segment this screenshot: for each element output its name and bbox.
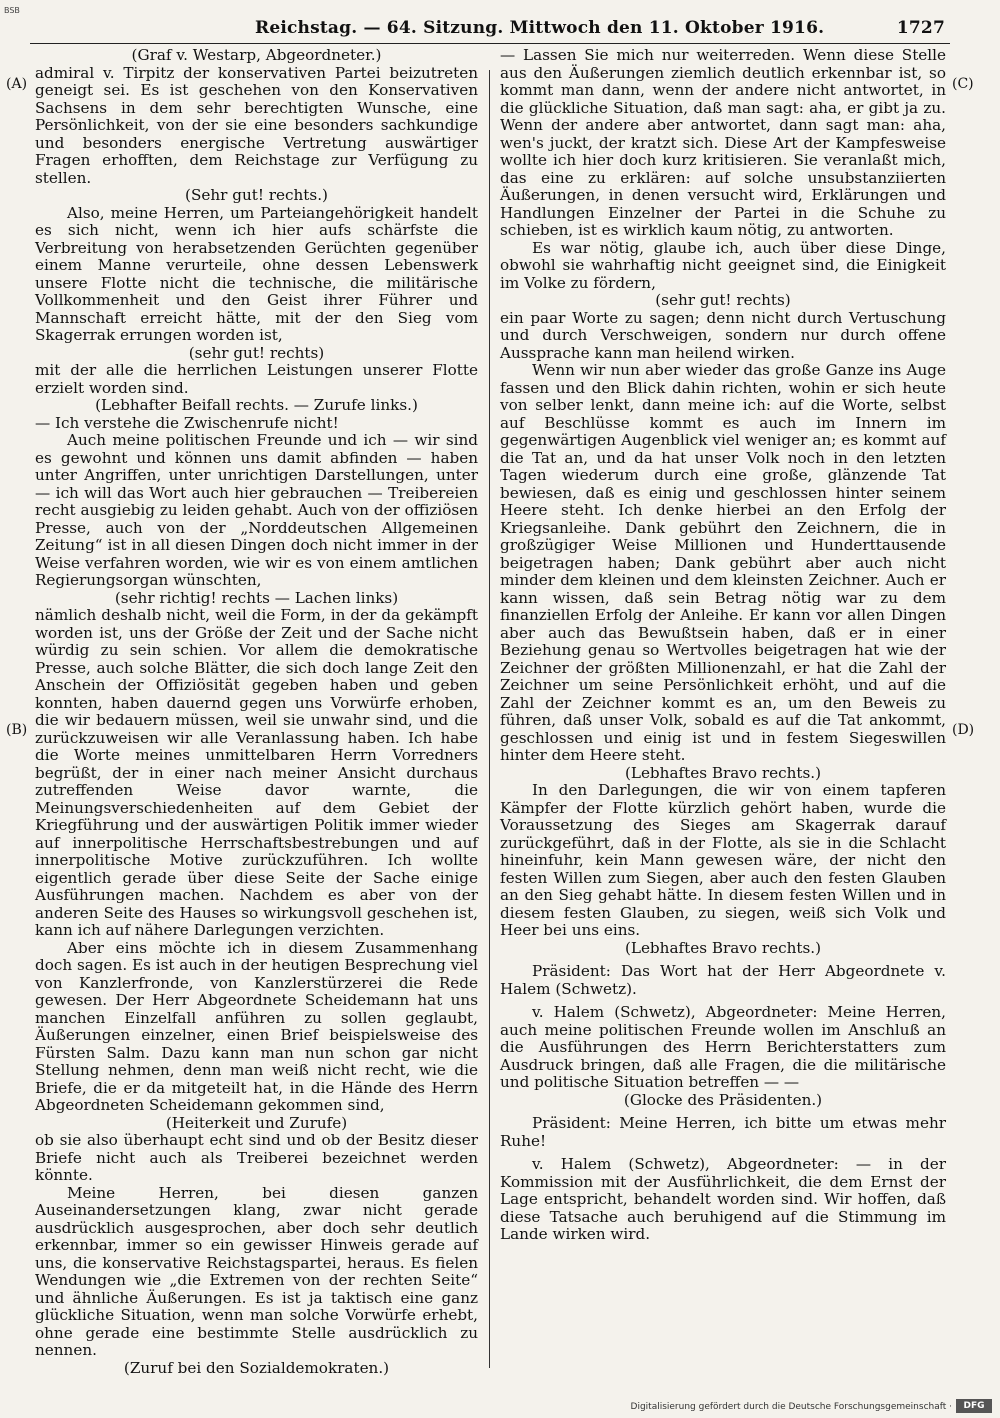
interjection: (Sehr gut! rechts.) <box>185 186 328 204</box>
paragraph: mit der alle die herrlichen Leistungen unserer Flotte erzielt worden sind. <box>35 361 478 397</box>
dfg-logo: DFG <box>956 1399 992 1413</box>
interjection: (Glocke des Präsidenten.) <box>623 1090 823 1109</box>
margin-marker-a: (A) <box>6 76 28 92</box>
paragraph: Aber eins möchte ich in diesem Zusammenhang doch sagen. Es ist auch in der heutigen Besprechung viel von Kanzlerfronde, von Kanzlerstürzerei die Rede gewesen. Der Herr Abgeordnete Scheidemann hat uns manchen Einzelfall anführen zu sollen geglaubt, Äußerungen einzelner, einen Brief beispielsweise des Fürsten Salm. Dazu kann man nun schon gar nicht Stellung nehmen, denn man weiß nicht recht, wie die Briefe, die er da mitgeteilt hat, in die Hände des Herrn Abgeordneten Scheidemann gekommen sind, <box>35 938 478 1114</box>
president-statement: Präsident: Meine Herren, ich bitte um etwas mehr Ruhe! <box>500 1114 946 1150</box>
library-mark: BSB <box>4 6 20 15</box>
funding-note: Digitalisierung gefördert durch die Deutsche Forschungsgemeinschaft · <box>630 1402 952 1412</box>
right-column <box>500 47 946 1244</box>
paragraph: — Ich verstehe die Zwischenrufe nicht! <box>35 413 339 432</box>
paragraph: nämlich deshalb nicht, weil die Form, in der da gekämpft worden ist, uns der Größe der Zeit und der Sache nicht würdig zu sein schien. Vor allem die demokratische Presse, auch solche Blätter, die sich doch lange Zeit den Anschein der Offiziösität gegeben haben und geben konnten, haben dauernd gegen uns Vorwürfe erhoben, die wir bedauern müssen, weil sie unwahr sind, und die zurückzuweisen wir alle Veranlassung haben. Ich habe die Worte meines unmittelbaren Herrn Vorredners begrüßt, der in einer nach meiner Ansicht durchaus zutreffenden Weise davor warnte, die Meinungsverschiedenheiten auf dem Gebiet der Kriegführung und der auswärtigen Politik immer wieder auf innerpolitische Herrschaftsbestrebungen und auf innerpolitische Motive zurückzuführen. Ich wollte eigentlich gerade über diese Seite der Sache einige Ausführungen machen. Nachdem es aber von der anderen Seite des Hauses so wirkungsvoll geschehen ist, kann ich auf nähere Darlegungen verzichten. <box>35 606 478 939</box>
interjection: (Zuruf bei den Sozialdemokraten.) <box>123 1358 390 1377</box>
interjection: (sehr gut! rechts) <box>655 291 791 309</box>
margin-marker-b: (B) <box>6 722 28 738</box>
speaker-statement: v. Halem (Schwetz), Abgeordneter: — in der Kommission mit der Ausführlichkeit, die dem Ernst der Lage entspricht, behandelt worden sind. Wir hoffen, daß diese Tatsache auch beruhigend auf die Stimmung im Lande wirken wird. <box>500 1155 946 1243</box>
interjection: (Lebhaftes Bravo rechts.) <box>624 938 822 957</box>
header-title: Reichstag. — 64. Sitzung. Mittwoch den 11. Oktober 1916. <box>255 18 825 38</box>
margin-marker-c: (C) <box>952 76 974 92</box>
paragraph: In den Darlegungen, die wir von einem tapferen Kämpfer der Flotte kürzlich gehört haben, wurde die Voraussetzung des Sieges am Skagerrak darauf zurückgeführt, daß in der Flotte, als sie in die Schlacht hineinfuhr, kein Mann gewesen wäre, der nicht den festen Willen zum Siegen, aber auch den festen Glauben an den Sieg gehabt hätte. In diesem festen Willen und in diesem festen Glauben, zu siegen, weiß sich Volk und Heer bei uns eins. <box>500 781 946 939</box>
paragraph: Es war nötig, glaube ich, auch über diese Dinge, obwohl sie wahrhaftig nicht geeignet sind, die Einigkeit im Volke zu fördern, <box>500 238 946 292</box>
paragraph: admiral v. Tirpitz der konservativen Partei beizutreten geneigt sei. Es ist geschehen von den Konservativen Sachsens in dem sehr berechtigten Wunsche, eine Persönlichkeit, von der sie eine besonders sachkundige und besonders energische Vertretung auswärtiger Fragen erhofften, dem Reichstage zur Verfügung zu stellen. <box>35 63 478 187</box>
header-rule <box>30 43 950 44</box>
interjection: (Heiterkeit und Zurufe) <box>165 1113 348 1132</box>
speaker-statement: v. Halem (Schwetz), Abgeordneter: Meine Herren, auch meine politischen Freunde wollen im Anschluß an die Ausführungen des Herrn Berichterstatters zum Ausdruck bringen, daß alle Fragen, die die militärische und politische Situation betreffen — — <box>500 1003 946 1091</box>
speaker-heading: (Graf v. Westarp, Abgeordneter.) <box>131 46 382 64</box>
president-statement: Präsident: Das Wort hat der Herr Abgeordnete v. Halem (Schwetz). <box>500 962 946 998</box>
interjection: (sehr gut! rechts) <box>188 343 325 362</box>
page-number: 1727 <box>896 18 945 38</box>
paragraph: ein paar Worte zu sagen; denn nicht durch Vertuschung und durch Verschweigen, sondern nur durch offene Aussprache kann man heilend wirken. <box>500 308 946 362</box>
interjection: (Lebhaftes Bravo rechts.) <box>624 763 822 782</box>
paragraph: Meine Herren, bei diesen ganzen Auseinandersetzungen klang, zwar nicht gerade ausdrücklich ausgesprochen, aber doch sehr deutlich erkennbar, immer so ein gewisser Hinweis gerade auf uns, die konservative Reichstagspartei, heraus. Es fielen Wendungen wie „die Extremen von der rechten Seite“ und ähnliche Äußerungen. Es ist ja taktisch eine ganz glückliche Situation, wenn man solche Vorwürfe erhebt, ohne gerade eine bestimmte Stelle ausdrücklich zu nennen. <box>35 1183 478 1359</box>
interjection: (sehr richtig! rechts — Lachen links) <box>114 588 399 607</box>
paragraph: ob sie also überhaupt echt sind und ob der Besitz dieser Briefe nicht auch als Treiberei bezeichnet werden könnte. <box>35 1131 478 1184</box>
paragraph: — Lassen Sie mich nur weiterreden. Wenn diese Stelle aus den Äußerungen ziemlich deutlich erkennbar ist, so kommt man dann, wenn der andere nicht antwortet, in die glückliche Situation, daß man sagt: aha, er gibt ja zu. Wenn der andere aber antwortet, dann sagt man: aha, wen's juckt, der kratzt sich. Diese Art der Kampfesweise wollte ich hier doch kurz kritisieren. Sie veranlaßt mich, das eine zu erklären: auf solche unsubstanziierten Äußerungen, in denen versucht wird, Erklärungen und Handlungen Einzelner der Partei in die Schuhe zu schieben, ist es wirklich kaum nötig, zu antworten. <box>500 46 946 239</box>
paragraph: Auch meine politischen Freunde und ich — wir sind es gewohnt und können uns damit abfinden — haben unter Angriffen, unter unrichtigen Darstellungen, unter — ich will das Wort auch hier gebrauchen — Treibereien recht ausgiebig zu leiden gehabt. Auch von der offiziösen Presse, auch von der „Norddeutschen Allgemeinen Zeitung“ ist in all diesen Dingen doch nicht immer in der Weise verfahren worden, wie wir es von einem amtlichen Regierungsorgan wünschten, <box>35 431 478 589</box>
running-header <box>255 18 945 44</box>
left-column <box>35 47 478 1377</box>
margin-marker-d: (D) <box>952 722 975 738</box>
paragraph: Wenn wir nun aber wieder das große Ganze ins Auge fassen und den Blick dahin richten, wohin er sich heute von selber lenkt, dann meine ich: auf die Worte, selbst auf Beschlüsse kommt es auch im Innern im gegenwärtigen Augenblick viel weniger an; es kommt auf die Tat an, und da hat unser Volk noch in den letzten Tagen wiederum durch eine große, glänzende Tat bewiesen, daß es einig und geschlossen hinter seinem Heere steht. Ich denke hierbei an den Erfolg der Kriegsanleihe. Dank gebührt den Zeichnern, die in großzügiger Weise Millionen und Hunderttausende beigetragen haben; Dank gebührt aber auch nicht minder dem kleinen und dem kleinsten Zeichner. Auch er kann wissen, daß sein Betrag nötig war zu dem finanziellen Erfolg der Anleihe. Er kann vor allen Dingen aber auch das Bewußtsein haben, daß er in einer Beziehung genau so Wertvolles beigetragen hat wie der Zeichner der größten Millionenzahl, er hat die Zahl der Zeichner um seine Persönlichkeit erhöht, und auf die Zahl der Zeichner kommt es an, um den Beweis zu führen, daß unser Volk, sobald es auf die Tat ankommt, geschlossen und einig ist und in festem Siegeswillen hinter dem Heere steht. <box>500 361 946 764</box>
column-divider <box>489 70 490 1368</box>
paragraph: Also, meine Herren, um Parteiangehörigkeit handelt es sich nicht, wenn ich hier aufs schärfste die Verbreitung von herabsetzenden Gerüchten gegenüber einem Manne verurteile, ohne dessen Lebenswerk unsere Flotte nicht die technische, die militärische Vollkommenheit und den Geist ihrer Führer und Mannschaft erreicht hätte, mit der den Sieg vom Skagerrak errungen worden ist, <box>35 203 478 344</box>
interjection: (Lebhafter Beifall rechts. — Zurufe links.) <box>95 396 418 414</box>
